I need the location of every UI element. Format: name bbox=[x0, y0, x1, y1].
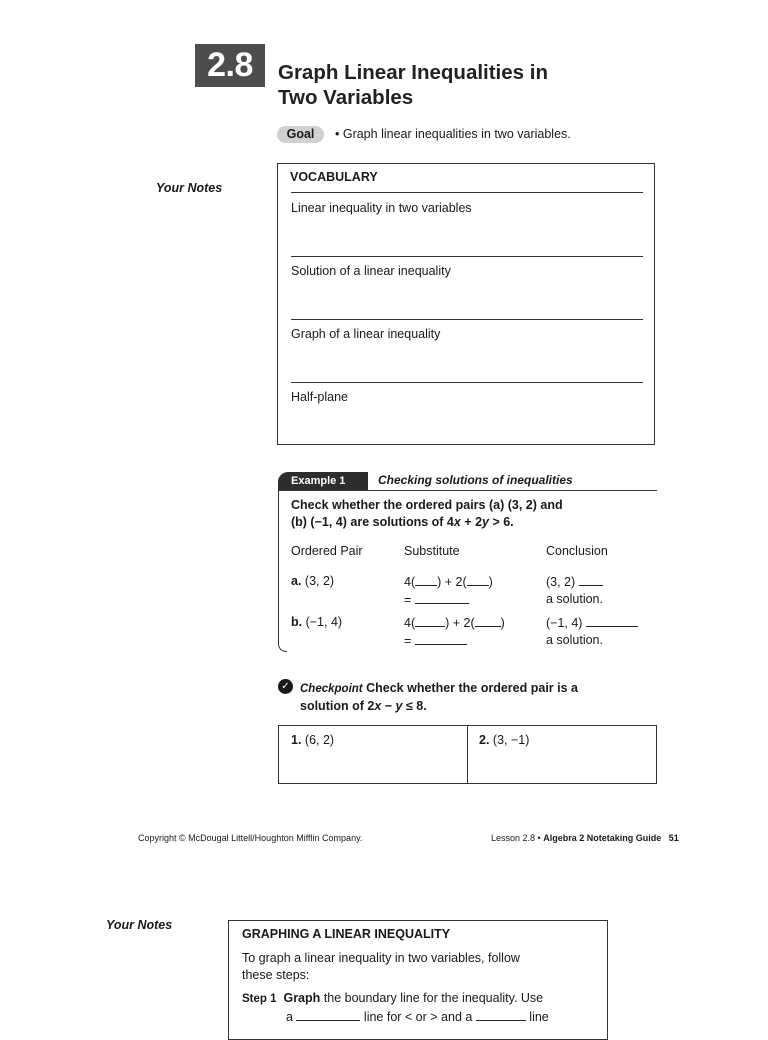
goal-text: • Graph linear inequalities in two variables. bbox=[335, 127, 571, 141]
substitute-b: 4( ) + 2( ) = bbox=[404, 616, 505, 648]
graphing-step-1: Step 1 Graph the boundary line for the inequality. Use a line for < or > and a line bbox=[242, 991, 549, 1024]
page-footer-ref: Lesson 2.8 • Algebra 2 Notetaking Guide 51 bbox=[491, 833, 679, 843]
answer-blank[interactable] bbox=[415, 632, 467, 645]
answer-blank[interactable] bbox=[467, 573, 489, 586]
lesson-title bbox=[278, 60, 698, 110]
column-header: Ordered Pair bbox=[291, 544, 363, 558]
your-notes-label: Your Notes bbox=[156, 181, 223, 195]
vocabulary-rule bbox=[291, 319, 643, 320]
lesson-number: 2.8 bbox=[195, 44, 265, 87]
goal-badge: Goal bbox=[277, 126, 324, 143]
vocab-term: Solution of a linear inequality bbox=[291, 264, 451, 278]
vocabulary-rule bbox=[291, 192, 643, 193]
vocab-term: Linear inequality in two variables bbox=[291, 201, 472, 215]
vocab-term: Half-plane bbox=[291, 390, 348, 404]
vocab-term: Graph of a linear inequality bbox=[291, 327, 441, 341]
example-prompt bbox=[291, 497, 563, 530]
ordered-pair-b: b. (−1, 4) bbox=[291, 615, 343, 629]
checkpoint-problem-2: 2. (3, −1) bbox=[479, 733, 530, 747]
conclusion-b: (−1, 4) a solution. bbox=[546, 614, 638, 648]
graphing-box-heading: GRAPHING A LINEAR INEQUALITY bbox=[242, 927, 451, 941]
example-bracket bbox=[278, 490, 287, 652]
answer-blank[interactable] bbox=[476, 1008, 526, 1021]
answer-blank[interactable] bbox=[586, 614, 638, 627]
lesson-title-line1: Graph Linear Inequalities in bbox=[278, 61, 548, 84]
vocabulary-heading: VOCABULARY bbox=[290, 170, 378, 184]
checkpoint-table-divider bbox=[467, 725, 468, 784]
column-header: Conclusion bbox=[546, 544, 608, 558]
answer-blank[interactable] bbox=[296, 1008, 360, 1021]
page-number: 51 bbox=[668, 833, 679, 843]
example-prompt-line2: (b) (−1, 4) are solutions of 4x + 2y > 6. bbox=[291, 514, 514, 529]
checkpoint-prompt: Checkpoint Check whether the ordered pair is a solution of 2x − y ≤ 8. bbox=[300, 681, 578, 713]
example-top-rule bbox=[278, 490, 657, 491]
conclusion-a: (3, 2) a solution. bbox=[546, 575, 603, 606]
step-label: Step 1 bbox=[242, 993, 277, 1005]
checkmark-icon: ✓ bbox=[278, 679, 293, 694]
answer-blank[interactable] bbox=[415, 591, 469, 604]
checkpoint-label: Checkpoint bbox=[300, 683, 363, 695]
example-title: Checking solutions of inequalities bbox=[378, 473, 573, 487]
answer-blank[interactable] bbox=[415, 573, 437, 586]
checkpoint-problem-1: 1. (6, 2) bbox=[291, 733, 335, 747]
answer-blank[interactable] bbox=[475, 614, 501, 627]
your-notes-label: Your Notes bbox=[106, 918, 173, 932]
vocabulary-rule bbox=[291, 382, 643, 383]
graphing-intro: To graph a linear inequality in two variables, follow these steps: bbox=[242, 951, 520, 982]
answer-blank[interactable] bbox=[415, 614, 445, 627]
answer-blank[interactable] bbox=[579, 573, 603, 586]
ordered-pair-a: a. (3, 2) bbox=[291, 574, 335, 588]
example-tab: Example 1 bbox=[278, 472, 368, 491]
substitute-a: 4( ) + 2( ) = bbox=[404, 575, 493, 607]
vocabulary-rule bbox=[291, 256, 643, 257]
column-header: Substitute bbox=[404, 544, 460, 558]
copyright-text: Copyright © McDougal Littell/Houghton Mifflin Company. bbox=[138, 833, 363, 843]
lesson-title-line2: Two Variables bbox=[278, 86, 414, 109]
example-prompt-line1: Check whether the ordered pairs (a) (3, 2) and bbox=[291, 498, 563, 512]
